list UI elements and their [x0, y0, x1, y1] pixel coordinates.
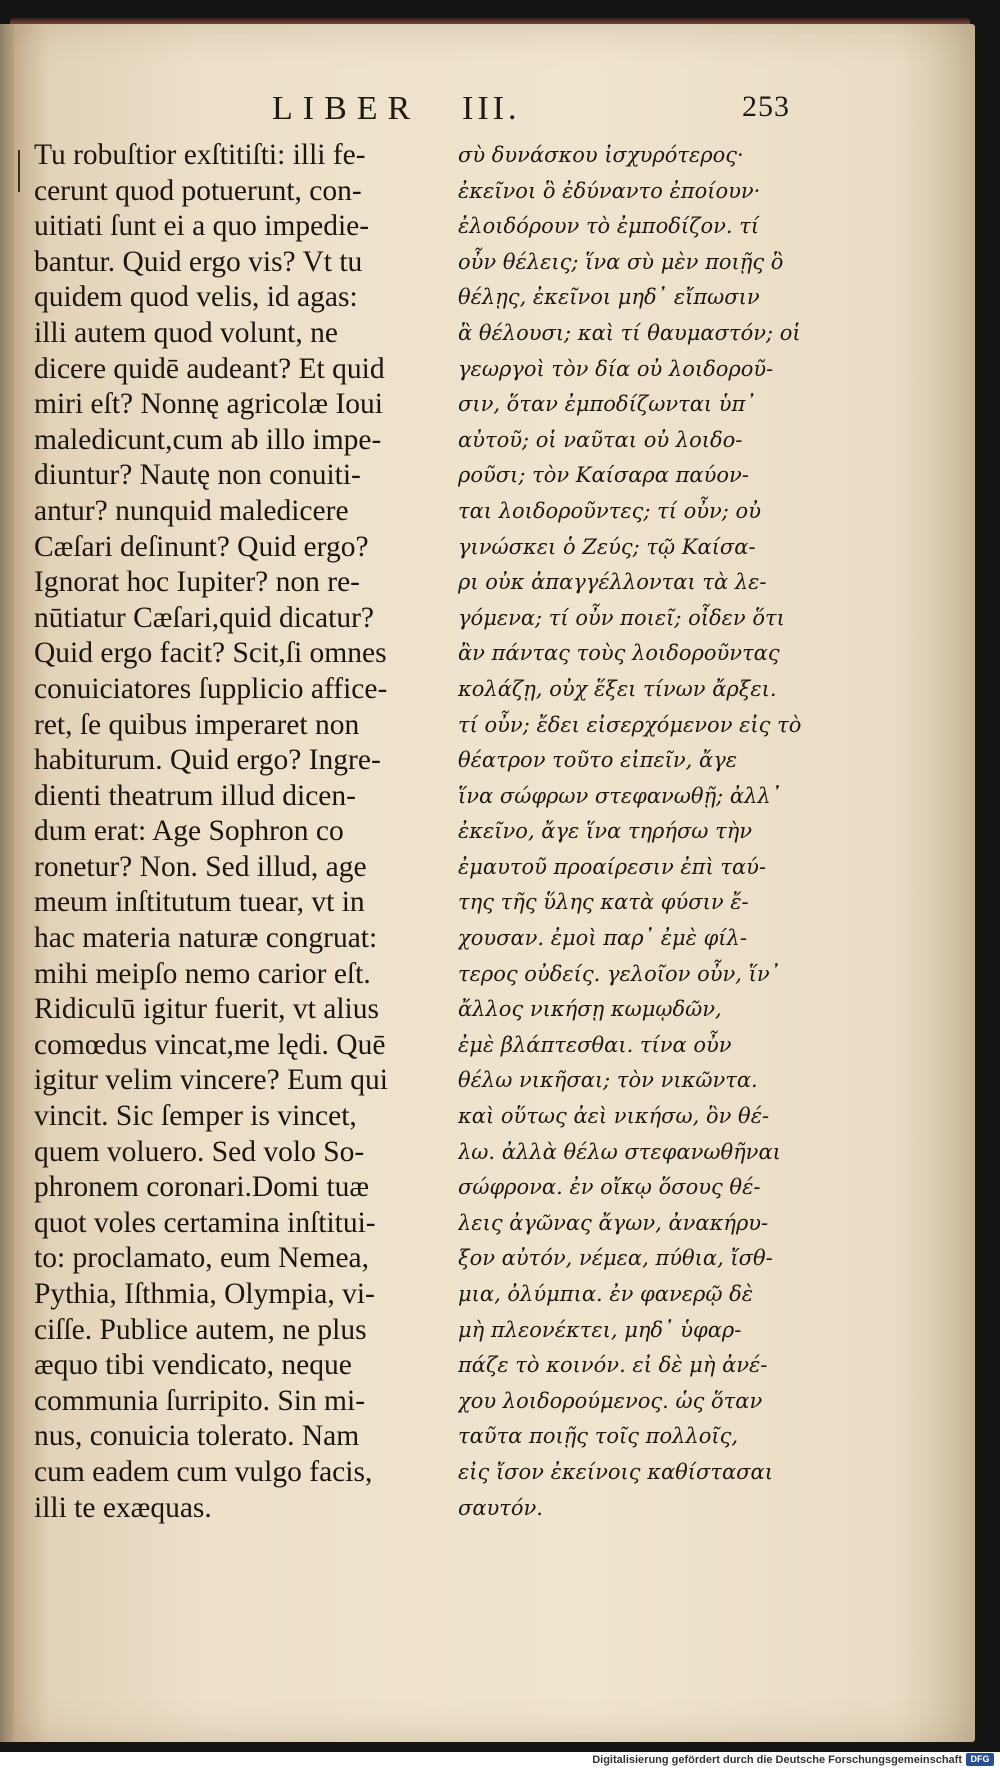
latin-text-line: diuntur? Nautę non conuiti- [34, 459, 361, 492]
greek-text-line: θέλῃς, ἐκεῖνοι μηδ᾽ εἴπωσιν [458, 285, 760, 310]
latin-text-line: phronem coronari.Domi tuæ [34, 1171, 370, 1204]
latin-text-line: Tu robuſtior exſtitiſti: illi fe- [34, 139, 366, 171]
latin-text-line: Pythia, Iſthmia, Olympia, vi- [34, 1278, 375, 1310]
greek-text-line: λω. ἀλλὰ θέλω στεφανωθῆναι [458, 1139, 781, 1164]
latin-text-line: meum inſtitutum tuear, vt in [34, 886, 365, 919]
greek-text-line: ἂν πάντας τοὺς λοιδοροῦντας [458, 641, 780, 666]
latin-text-line: ronetur? Non. Sed illud, age [34, 850, 367, 883]
latin-text-line: vincit. Sic ſemper is vincet, [34, 1100, 357, 1133]
latin-text-line: Ignorat hoc Iupiter? non re- [34, 566, 360, 599]
latin-text-line: cum eadem cum vulgo facis, [34, 1455, 373, 1488]
latin-text-line: quot voles certamina inſtitui- [34, 1206, 376, 1239]
latin-text-line: ciſſe. Publice autem, ne plus [34, 1313, 367, 1346]
latin-text-line: Quid ergo facit? Scit,ſi omnes [34, 637, 387, 670]
dfg-logo: DFG [966, 1753, 994, 1766]
latin-text-line: miri eſt? Nonnę agricolæ Ioui [34, 388, 383, 421]
latin-text-line: dum erat: Age Sophron co [34, 815, 344, 848]
funding-credit: Digitalisierung gefördert durch die Deutsche Forschungsgemeinschaft [592, 1754, 962, 1766]
latin-text-line: nūtiatur Cæſari,quid dicatur? [34, 601, 374, 634]
greek-text-line: κολάζῃ, οὐχ ἕξει τίνων ἄρξει. [458, 676, 777, 701]
latin-text-line: cerunt quod potuerunt, con- [34, 174, 362, 207]
page-binding-edge [0, 24, 14, 1742]
greek-text-line: ξον αὐτόν, νέμεα, πύθια, ἴσθ- [458, 1246, 773, 1271]
greek-text-line: οὖν θέλεις; ἵνα σὺ μὲν ποιῇς ὃ [458, 249, 784, 274]
greek-text-line: σιν, ὅταν ἐμποδίζωνται ὑπ᾽ [458, 392, 756, 417]
greek-text-line: ροῦσι; τὸν Καίσαρα παύον- [458, 463, 749, 488]
greek-text-line: σὺ δυνάσκου ἰσχυρότερος· [458, 143, 744, 167]
latin-text-line: illi te exæquas. [34, 1491, 212, 1524]
latin-text-line: nus, conuicia tolerato. Nam [34, 1420, 360, 1453]
latin-text-line: communia ſurripito. Sin mi- [34, 1384, 366, 1417]
greek-text-line: θέλω νικῆσαι; τὸν νικῶντα. [458, 1068, 758, 1093]
greek-text-line: ἐμαυτοῦ προαίρεσιν ἐπὶ ταύ- [458, 854, 767, 879]
greek-text-line: ἐκεῖνοι ὃ ἐδύναντο ἐποίουν· [458, 178, 761, 203]
greek-text-line: ἄλλος νικήσῃ κωμῳδῶν, [458, 997, 722, 1022]
latin-text-line: dicere quidē audeant? Et quid [34, 352, 385, 385]
greek-text-line: τερος οὐδείς. γελοῖον οὖν, ἵν᾽ [458, 961, 781, 986]
greek-text-line: γόμενα; τί οὖν ποιεῖ; οἶδεν ὅτι [458, 605, 785, 630]
greek-text-line: ἐμὲ βλάπτεσθαι. τίνα οὖν [458, 1032, 732, 1057]
greek-text-line: ἐλοιδόρουν τὸ ἐμποδίζον. τί [458, 214, 760, 239]
latin-text-line: to: proclamato, eum Nemea, [34, 1242, 370, 1275]
latin-text-line: Cæſari deſinunt? Quid ergo? [34, 530, 369, 563]
greek-text-line: μια, ὀλύμπια. ἐν φανερῷ δὲ [458, 1282, 754, 1306]
latin-text-line: illi autem quod volunt, ne [34, 316, 338, 349]
greek-text-line: αὐτοῦ; οἱ ναῦται οὐ λοιδο- [458, 427, 743, 452]
latin-text-line: comœdus vincat,me lędi. Quē [34, 1028, 386, 1061]
latin-text-line: mihi meipſo nemo carior eſt. [34, 957, 371, 990]
margin-mark [18, 150, 20, 192]
greek-text-line: μὴ πλεονέκτει, μηδ᾽ ὑφαρ- [458, 1317, 742, 1342]
latin-column [34, 138, 454, 1526]
running-head-number: III. [462, 90, 521, 127]
greek-text-line: θέατρον τοῦτο εἰπεῖν, ἄγε [458, 748, 738, 773]
latin-text-line: uitiati ſunt ei a quo impedie- [34, 210, 370, 243]
latin-text-line: maledicunt,cum ab illo impe- [34, 423, 382, 456]
greek-text-line: τί οὖν; ἔδει εἰσερχόμενον εἰς τὸ [458, 712, 802, 737]
latin-text-line: habiturum. Quid ergo? Ingre- [34, 744, 381, 777]
latin-text-line: conuiciatores ſupplicio affice- [34, 672, 388, 705]
greek-text-line: ἵνα σώφρων στεφανωθῇ; ἀλλ᾽ [458, 783, 782, 808]
greek-text-line: γινώσκει ὁ Ζεύς; τῷ Καίσα- [458, 534, 756, 559]
latin-text-line: quem voluero. Sed volo So- [34, 1135, 365, 1168]
greek-text-line: ἐκεῖνο, ἄγε ἵνα τηρήσω τὴν [458, 819, 753, 844]
greek-text-line: πάζε τὸ κοινόν. εἰ δὲ μὴ ἀνέ- [458, 1353, 768, 1378]
latin-text-line: bantur. Quid ergo vis? Vt tu [34, 245, 363, 278]
latin-text-line: antur? nunquid maledicere [34, 494, 349, 527]
latin-text-line: æquo tibi vendicato, neque [34, 1349, 352, 1382]
greek-text-line: γεωργοὶ τὸν δία οὐ λοιδοροῦ- [458, 356, 774, 381]
greek-text-line: σώφρονα. ἐν οἴκῳ ὅσους θέ- [458, 1175, 761, 1200]
greek-text-line: ἃ θέλουσι; καὶ τί θαυμαστόν; οἱ [458, 320, 801, 345]
greek-text-line: εἰς ἴσον ἐκείνοις καθίστασαι [458, 1459, 773, 1484]
greek-text-line: ταῦτα ποιῇς τοῖς πολλοῖς, [458, 1424, 739, 1449]
latin-text-line: quidem quod velis, id agas: [34, 281, 358, 314]
greek-text-line: καὶ οὕτως ἀεὶ νικήσω, ὃν θέ- [458, 1104, 770, 1129]
greek-text-line: χουσαν. ἐμοὶ παρ᾽ ἐμὲ φίλ- [458, 926, 747, 951]
greek-column [458, 138, 848, 1526]
greek-text-line: ρι οὐκ ἀπαγγέλλονται τὰ λε- [458, 570, 767, 595]
latin-text-line: dienti theatrum illud dicen- [34, 779, 356, 812]
latin-text-line: igitur velim vincere? Eum qui [34, 1064, 388, 1097]
greek-text-line: σαυτόν. [458, 1495, 543, 1520]
latin-text-line: ret, ſe quibus imperaret non [34, 708, 360, 741]
page-number: 253 [742, 90, 790, 123]
running-head-book: LIBER [272, 90, 421, 127]
greek-text-line: λεις ἀγῶνας ἄγων, ἀνακήρυ- [458, 1210, 769, 1235]
latin-text-line: Ridiculū igitur fuerit, vt alius [34, 993, 379, 1026]
greek-text-line: χου λοιδορούμενος. ὡς ὅταν [458, 1388, 763, 1413]
latin-text-line: hac materia naturæ congruat: [34, 922, 378, 955]
greek-text-line: ται λοιδοροῦντες; τί οὖν; οὐ [458, 498, 761, 523]
greek-text-line: της τῆς ὕλης κατὰ φύσιν ἔ- [458, 890, 749, 915]
